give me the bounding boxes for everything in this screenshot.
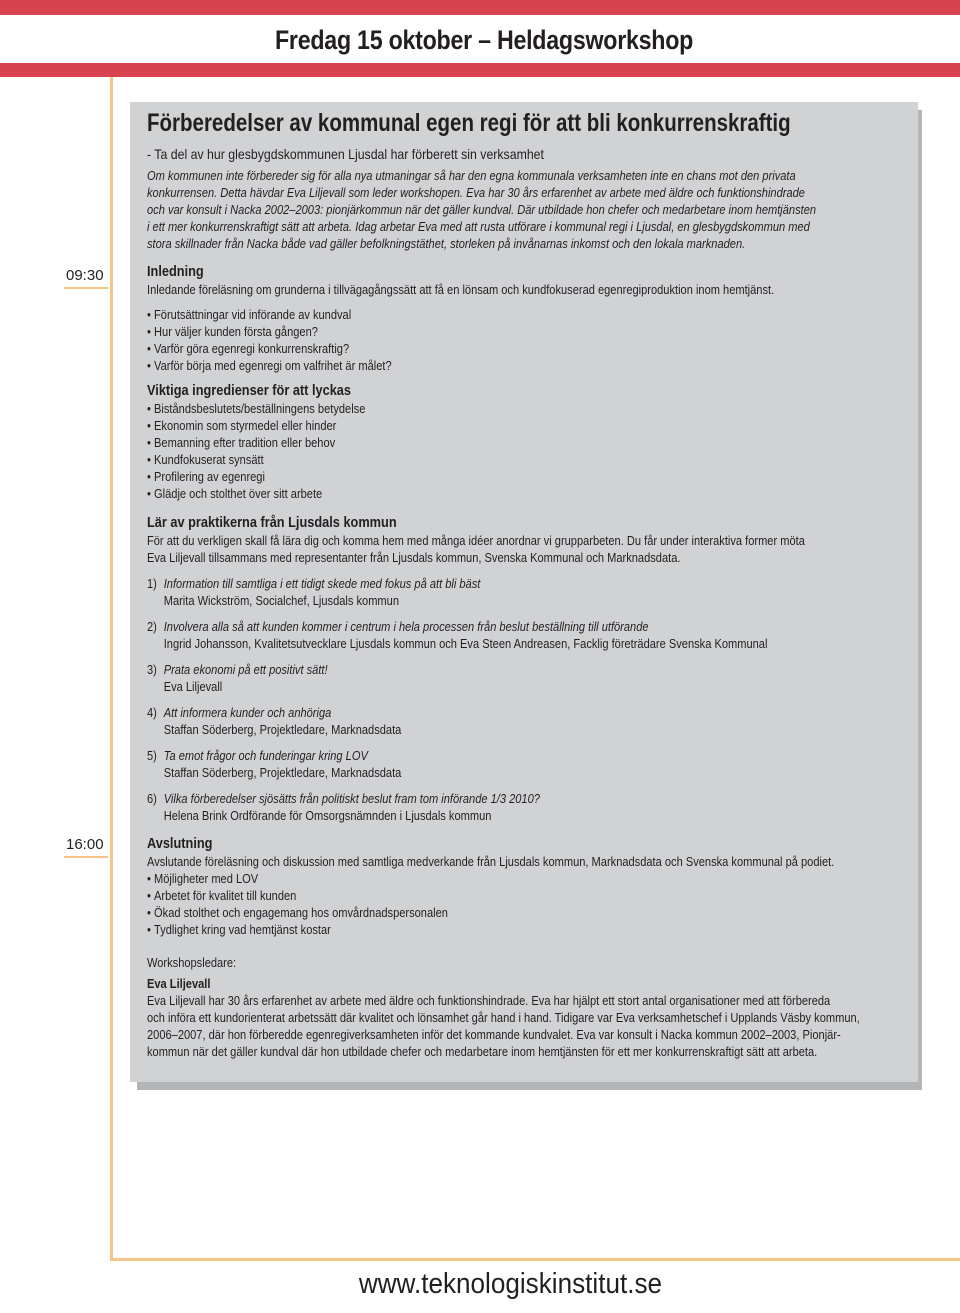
program-number: 4) — [147, 706, 157, 720]
bio-line: kommun när det gäller kundval där hon utbildade chefer och medarbetare inom hemtjänsten för ett mer konkurrenskraftigt sätt att arbeta. — [147, 1045, 818, 1059]
list-item: • Varför göra egenregi konkurrenskraftig? — [147, 341, 904, 358]
program-speaker: Eva Liljevall — [163, 680, 223, 694]
ljusdal-text-line-2: Eva Liljevall tillsammans med representanter från Ljusdals kommun, Svenska Kommunal och Marknadsdata. — [147, 551, 681, 565]
intro-line: konkurrensen. Detta hävdar Eva Liljevall som leder workshopen. Eva har 30 års erfarenhet av arbete med äldre och funktionshindrade — [147, 186, 805, 200]
page-header — [0, 20, 960, 60]
page-footer — [0, 1264, 960, 1304]
list-item: • Varför börja med egenregi om valfrihet är målet? — [147, 358, 904, 375]
footer-bottom-strip — [0, 1305, 960, 1313]
program-item — [147, 791, 904, 825]
timeline-vertical-line — [110, 77, 113, 1260]
top-accent-bar — [0, 0, 960, 15]
end-time-underline — [64, 856, 108, 858]
header-red-band — [0, 63, 960, 77]
list-item: • Glädje och stolthet över sitt arbete — [147, 486, 904, 503]
start-time: 09:30 — [66, 267, 104, 284]
program-speaker: Staffan Söderberg, Projektledare, Marknadsdata — [163, 723, 402, 737]
page-title: Fredag 15 oktober – Heldagsworkshop — [275, 24, 694, 55]
inledning-list — [147, 307, 904, 375]
program-speaker: Ingrid Johansson, Kvalitetsutvecklare Ljusdals kommun och Eva Steen Andreasen, Facklig företrädare Svenska Kommunal — [163, 637, 768, 651]
bio-line: Eva Liljevall har 30 års erfarenhet av arbete med äldre och funktionshindrade. Eva har hjälpt ett stort antal organisationer med att förbereda — [147, 994, 831, 1008]
program-item — [147, 576, 904, 610]
program-number: 5) — [147, 749, 157, 763]
list-item: • Profilering av egenregi — [147, 469, 904, 486]
list-item: • Kundfokuserat synsätt — [147, 452, 904, 469]
list-item: • Arbetet för kvalitet till kunden — [147, 888, 904, 905]
bio-line: och införa ett kundorienterat arbetssätt där kvalitet och lönsamhet går hand i hand. Tidigare var Eva verksamhetschef i Upplands Väsby kommun, — [147, 1011, 860, 1025]
intro-line: Om kommunen inte förbereder sig för alla nya utmaningar så har den egna kommunala verksamheten inte en chans mot den privata — [147, 169, 796, 183]
program-details — [164, 619, 768, 653]
bio-line: 2006–2007, där hon förberedde egenregiverksamheten inför det kommande kundvalet. Eva var konsult i Nacka kommun 2002–2003, Pionjär- — [147, 1028, 841, 1042]
list-item: • Ekonomin som styrmedel eller hinder — [147, 418, 904, 435]
program-title: Involvera alla så att kunden kommer i centrum i hela processen från beslut beställning till utförande — [163, 620, 649, 634]
list-item: • Biståndsbeslutets/beställningens betydelse — [147, 401, 904, 418]
leader-bio — [147, 993, 904, 1061]
program-speaker: Helena Brink Ordförande för Omsorgsnämnden i Ljusdals kommun — [163, 809, 492, 823]
program-details — [164, 705, 402, 739]
program-details — [164, 662, 328, 696]
leader-name: Eva Liljevall — [147, 977, 211, 991]
ingredienser-list — [147, 401, 904, 503]
intro-line: stora skillnader från Nacka både vad gäller befolkningstäthet, storleken på invånarnas inkomst och den lokala marknaden. — [147, 237, 746, 251]
program-list — [147, 576, 904, 825]
program-item — [147, 662, 904, 696]
intro-line: och var konsult i Nacka 2002–2003: pionjärkommun när det gäller kundval. Där utbildade hon chefer och medarbetare inom hemtjänsten — [147, 203, 817, 217]
timeline-bottom-line — [110, 1258, 960, 1261]
program-details — [164, 791, 540, 825]
inledning-text: Inledande föreläsning om grunderna i tillvägagångssätt att få en lönsam och kundfokuserad egenregiproduktion inom hemtjänst. — [147, 283, 775, 297]
ljusdal-heading: Lär av praktikerna från Ljusdals kommun — [147, 515, 397, 531]
session-title: Förberedelser av kommunal egen regi för att bli konkurrenskraftig — [147, 109, 791, 137]
program-title: Vilka förberedelser sjösätts från politiskt beslut fram tom införande 1/3 2010? — [163, 792, 540, 806]
program-details — [164, 748, 402, 782]
program-title: Att informera kunder och anhöriga — [163, 706, 332, 720]
session-intro — [147, 168, 904, 253]
program-item — [147, 619, 904, 653]
program-speaker: Staffan Söderberg, Projektledare, Marknadsdata — [163, 766, 402, 780]
session-subtitle: - Ta del av hur glesbygdskommunen Ljusdal har förberett sin verksamhet — [147, 146, 544, 162]
list-item: • Förutsättningar vid införande av kundval — [147, 307, 904, 324]
program-number: 1) — [147, 577, 157, 591]
list-item: • Möjligheter med LOV — [147, 871, 904, 888]
program-item — [147, 705, 904, 739]
program-number: 6) — [147, 792, 157, 806]
header-divider — [0, 15, 960, 18]
program-number: 2) — [147, 620, 157, 634]
program-number: 3) — [147, 663, 157, 677]
avslutning-text: Avslutande föreläsning och diskussion med samtliga medverkande från Ljusdals kommun, Marknadsdata och Svenska kommunal på podiet. — [147, 855, 835, 869]
start-time-underline — [64, 287, 108, 289]
program-item — [147, 748, 904, 782]
avslutning-heading: Avslutning — [147, 836, 213, 852]
list-item: • Hur väljer kunden första gången? — [147, 324, 904, 341]
intro-line: i ett mer konkurrenskraftigt sätt att arbeta. Idag arbetar Eva med att rusta utförare i kommunal regi i Ljusdal, en glesbygdskommun med — [147, 220, 810, 234]
program-title: Information till samtliga i ett tidigt skede med fokus på att bli bäst — [163, 577, 481, 591]
program-title: Prata ekonomi på ett positivt sätt! — [163, 663, 328, 677]
ljusdal-text-line-1: För att du verkligen skall få lära dig och komma hem med många idéer anordnar vi grupparbeten. Du får under interaktiva former möta — [147, 534, 805, 548]
program-speaker: Marita Wickström, Socialchef, Ljusdals kommun — [163, 594, 399, 608]
program-title: Ta emot frågor och funderingar kring LOV — [163, 749, 368, 763]
end-time: 16:00 — [66, 836, 104, 853]
list-item: • Ökad stolthet och engagemang hos omvårdnadspersonalen — [147, 905, 904, 922]
leaders-label: Workshopsledare: — [147, 956, 237, 970]
ingredienser-heading: Viktiga ingredienser för att lyckas — [147, 383, 352, 399]
list-item: • Tydlighet kring vad hemtjänst kostar — [147, 922, 904, 939]
avslutning-list — [147, 871, 904, 939]
footer-url[interactable]: www.teknologiskinstitut.se — [358, 1267, 662, 1300]
program-details — [164, 576, 481, 610]
list-item: • Bemanning efter tradition eller behov — [147, 435, 904, 452]
session-body — [147, 144, 904, 1061]
session-content — [147, 108, 907, 1061]
inledning-heading: Inledning — [147, 264, 204, 280]
